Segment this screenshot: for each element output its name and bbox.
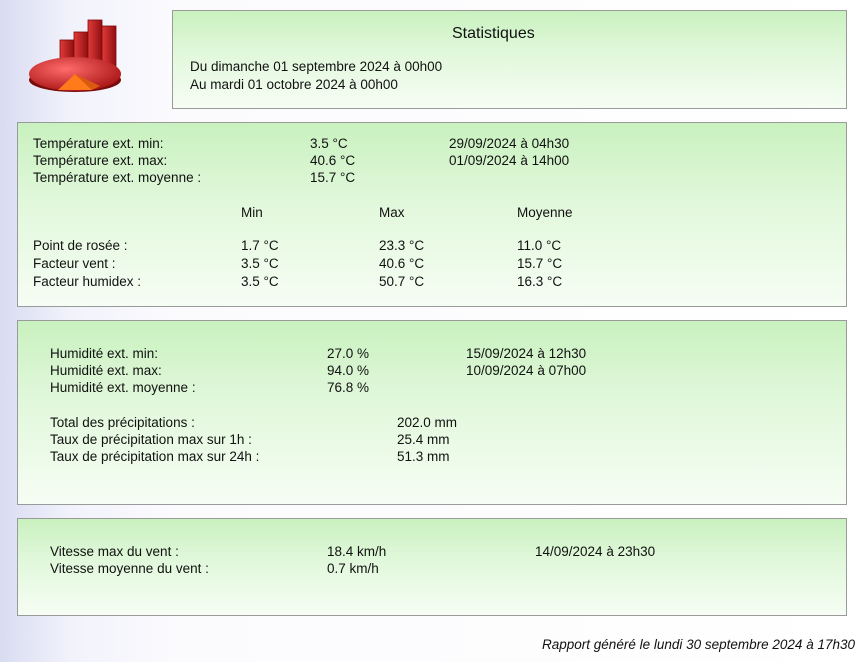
humidity-avg-label: Humidité ext. moyenne : bbox=[50, 380, 196, 395]
precip-rate-1h-value: 25.4 mm bbox=[397, 432, 450, 447]
humidity-max-date: 10/09/2024 à 07h00 bbox=[466, 363, 587, 378]
wind-avg-label: Vitesse moyenne du vent : bbox=[50, 561, 209, 576]
wind-max-value: 18.4 km/h bbox=[327, 544, 387, 559]
windchill-min: 3.5 °C bbox=[241, 256, 279, 271]
wind-avg-value: 0.7 km/h bbox=[327, 561, 379, 576]
humidex-max: 50.7 °C bbox=[379, 274, 425, 289]
temp-avg-label: Température ext. moyenne : bbox=[33, 170, 202, 185]
humidity-avg-value: 76.8 % bbox=[327, 380, 370, 395]
period-end: Au mardi 01 octobre 2024 à 00h00 bbox=[190, 77, 398, 92]
page-title: Statistiques bbox=[452, 25, 535, 42]
humidex-label: Facteur humidex : bbox=[33, 274, 142, 289]
temp-min-label: Température ext. min: bbox=[33, 136, 164, 151]
humidex-avg: 16.3 °C bbox=[517, 274, 563, 289]
windchill-avg: 15.7 °C bbox=[517, 256, 563, 271]
windchill-max: 40.6 °C bbox=[379, 256, 425, 271]
column-header-avg: Moyenne bbox=[517, 205, 573, 220]
header-panel bbox=[172, 10, 847, 109]
humidity-precipitation-panel bbox=[17, 320, 847, 505]
precip-rate-24h-value: 51.3 mm bbox=[397, 449, 450, 464]
humidity-max-label: Humidité ext. max: bbox=[50, 363, 162, 378]
humidity-min-label: Humidité ext. min: bbox=[50, 346, 159, 361]
windchill-label: Facteur vent : bbox=[33, 256, 116, 271]
precip-total-value: 202.0 mm bbox=[397, 415, 458, 430]
humidity-min-value: 27.0 % bbox=[327, 346, 370, 361]
dewpoint-label: Point de rosée : bbox=[33, 238, 128, 253]
temp-max-label: Température ext. max: bbox=[33, 153, 168, 168]
precip-rate-24h-label: Taux de précipitation max sur 24h : bbox=[50, 449, 260, 464]
precip-total-label: Total des précipitations : bbox=[50, 415, 195, 430]
wind-max-label: Vitesse max du vent : bbox=[50, 544, 179, 559]
period-start: Du dimanche 01 septembre 2024 à 00h00 bbox=[190, 59, 443, 74]
wind-max-date: 14/09/2024 à 23h30 bbox=[535, 544, 656, 559]
humidity-min-date: 15/09/2024 à 12h30 bbox=[466, 346, 587, 361]
dewpoint-avg: 11.0 °C bbox=[517, 238, 562, 253]
temp-min-value: 3.5 °C bbox=[310, 136, 348, 151]
temp-avg-value: 15.7 °C bbox=[310, 170, 356, 185]
temp-max-date: 01/09/2024 à 14h00 bbox=[449, 153, 570, 168]
column-header-min: Min bbox=[241, 205, 263, 220]
humidex-min: 3.5 °C bbox=[241, 274, 279, 289]
column-header-max: Max bbox=[379, 205, 405, 220]
dewpoint-min: 1.7 °C bbox=[241, 238, 279, 253]
wind-panel bbox=[17, 518, 847, 616]
temperature-panel bbox=[17, 122, 847, 307]
humidity-max-value: 94.0 % bbox=[327, 363, 370, 378]
temp-max-value: 40.6 °C bbox=[310, 153, 356, 168]
precip-rate-1h-label: Taux de précipitation max sur 1h : bbox=[50, 432, 252, 447]
temp-min-date: 29/09/2024 à 04h30 bbox=[449, 136, 570, 151]
statistics-chart-icon bbox=[28, 18, 128, 94]
report-footer: Rapport généré le lundi 30 septembre 2024 à 17h30 bbox=[542, 637, 855, 652]
dewpoint-max: 23.3 °C bbox=[379, 238, 425, 253]
